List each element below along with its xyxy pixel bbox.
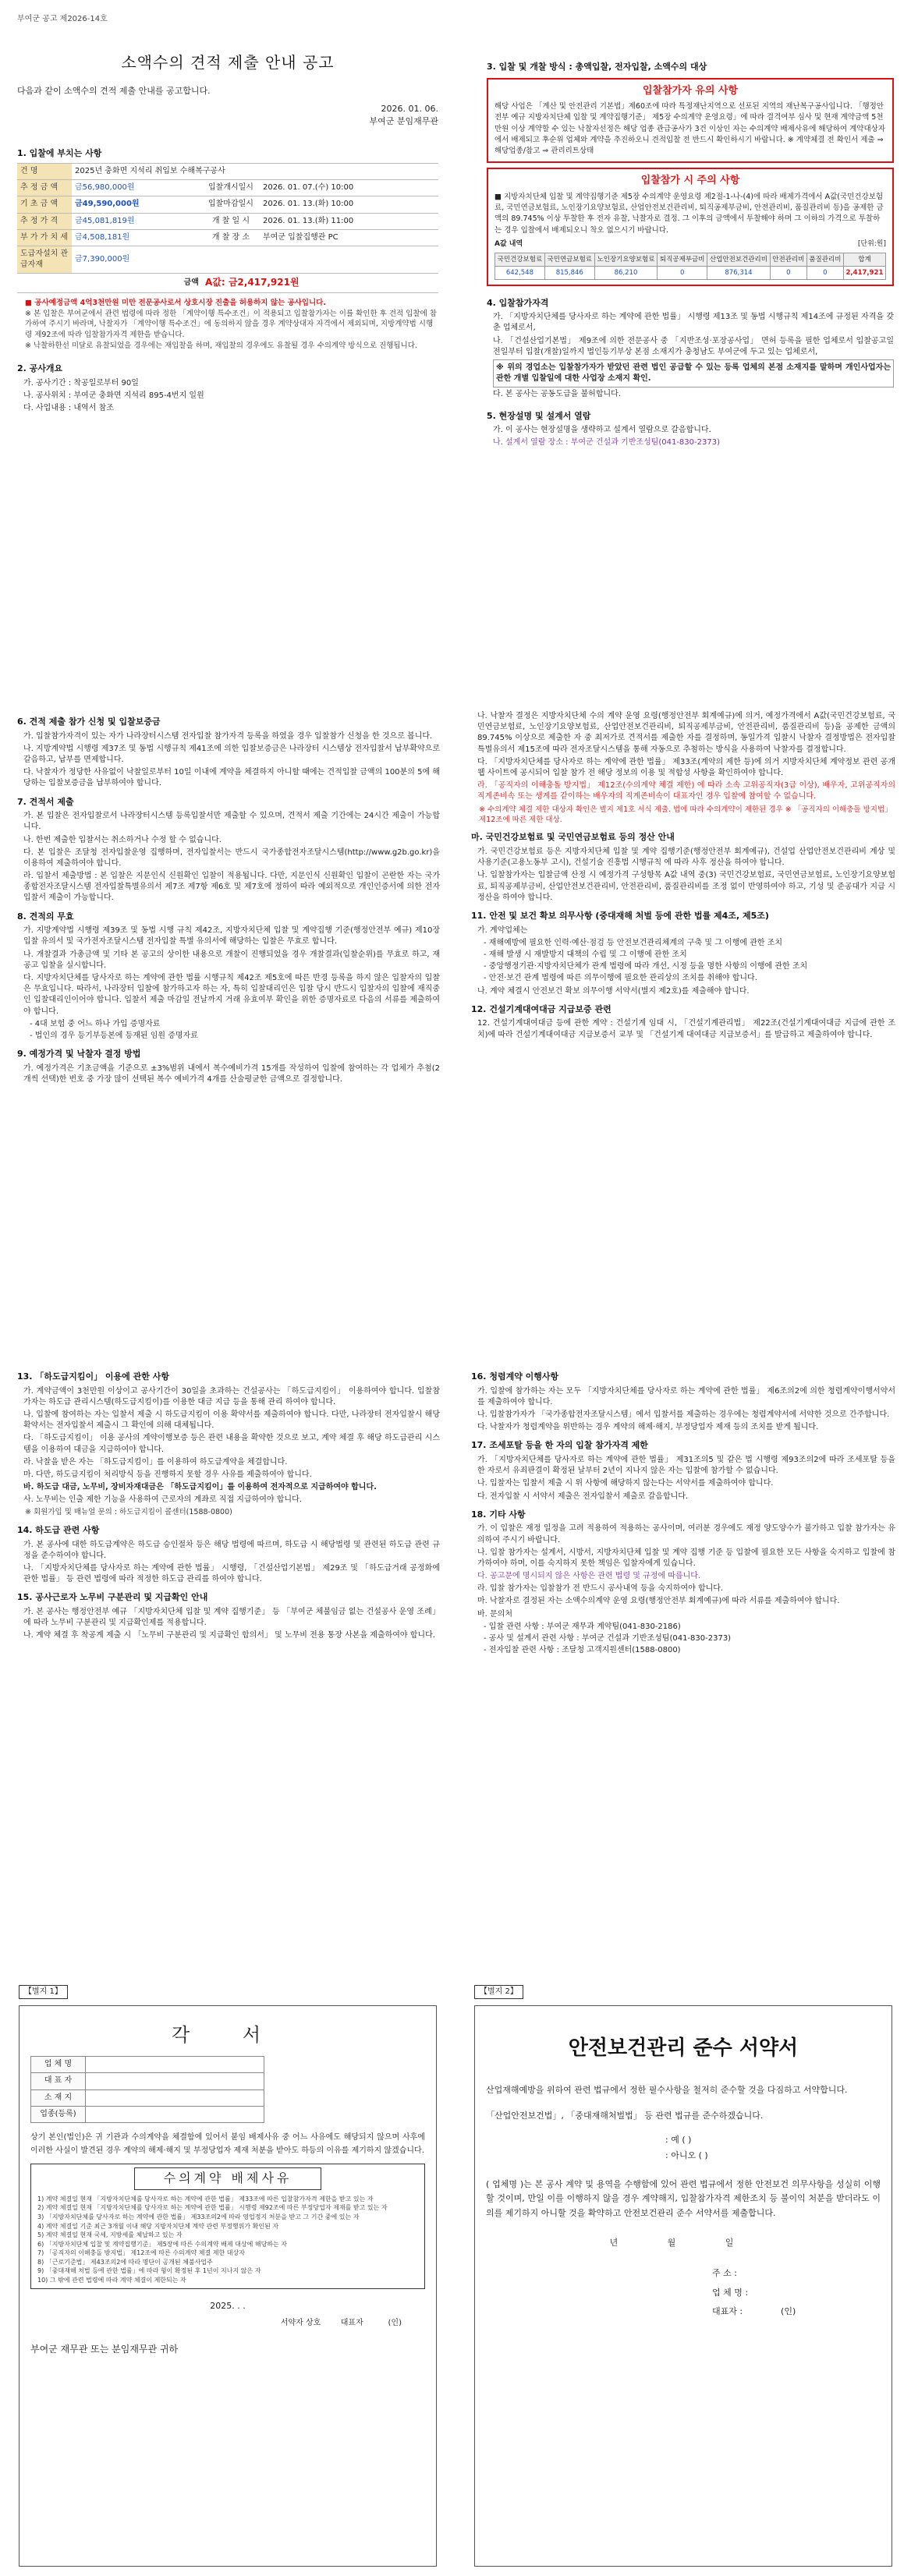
table-cell: 금49,590,000원 [72, 196, 202, 213]
table-cell: 입찰마감일시 [202, 196, 260, 213]
company-label: 업 체 명 : [712, 2287, 749, 2298]
section-title: 12. 건설기계대여대금 지급보증 관련 [471, 1003, 611, 1014]
list-item: 5) 계약 체결일 현재 국세, 지방세를 체납하고 있는 자 [37, 2231, 183, 2239]
list-item: 나. 입찰참가자가 「국가종합전자조달시스템」에서 입찰서를 제출하는 경우에는 청렴계약서에 서약한 것으로 간주합니다. [477, 1410, 890, 1419]
announcement-page-4 [456, 702, 911, 1349]
list-item: 바. 하도급 대금, 노무비, 장비자재대금은 「하도급지킴이」를 이용하여 전자적으로 지급하여야 합니다. [23, 1483, 377, 1492]
table-row [17, 196, 438, 213]
announcement-intro: 다음과 같이 소액수의 견적 제출 안내를 공고합니다. [17, 85, 211, 96]
table-cell: 876,314 [707, 266, 771, 279]
list-item: 라. 입찰 참가자는 입찰참가 전 반드시 공사내역 등을 숙지하여야 합니다. [477, 1584, 724, 1594]
table-header: 노인장기요양보험료 [594, 253, 658, 266]
announcement-page-3 [0, 702, 456, 1349]
pledge-body: 상기 본인(법인)은 귀 기관과 수의계약을 체결함에 있어서 붙임 배제사유 중 어느 사유에도 해당되지 않으며 사후에 이러한 사실이 발견된 경우 계약의 해제·해지 및 부정당업자 제재 처분을 받아도 하등의 이유를 제기하지 않겠습니다. [30, 2133, 425, 2156]
safety-pledge-title: 안전보건관리 준수 서약서 [568, 2036, 799, 2061]
caution-box [487, 168, 894, 285]
list-item: 가. 입찰에 참가하는 자는 모두 「지방자치단체를 당사자로 하는 계약에 관한 법률」 제6조의2에 의한 청렴계약이행서약서를 제출하여야 합니다. [477, 1386, 895, 1407]
list-item: - 4대 보험 중 어느 하나 가입 증명자료 [30, 1019, 161, 1028]
list-item: 나. 「지방자치단체를 당사자로 하는 계약에 관한 법률」 시행령, 「건설산업기본법」 제29조 및 「하도급거래 공정화에 관한 법률」 등 관련 법령에 따라 적정한 하도급 관리를 하여야 합니다. [23, 1563, 440, 1584]
table-cell [17, 274, 72, 292]
note-line: ※ 본 입찰은 부여군에서 관련 법령에 따라 정한 「계약이행 특수조건」이 적용되고 입찰참가자는 이를 확인한 후 견적 입찰에 참가하여 주시기 바라며, 낙찰자가 「계약이행 특수조건」에 동의하지 않을 경우 계약상대자 자격에서 제외되며, 지방계약법 시행령 제92조에 따라 입찰참가자격 제한을 받습니다. [25, 310, 437, 339]
announcement-issuer: 부여군 분임재무관 [369, 115, 438, 126]
section-title: 8. 견적의 무효 [17, 911, 74, 922]
table-cell: 개 찰 장 소 [202, 229, 260, 246]
list-item: 가. 지방계약법 시행령 제39조 및 동법 시행 규칙 제42조, 지방자치단체 입찰 및 계약집행 기준(행정안전부 예규) 제10장 입찰 유의서 및 국가전자조달시스템 전자입찰 특별 유의서에 해당하는 입찰은 무효로 합니다. [23, 926, 440, 947]
table-row [17, 180, 438, 196]
list-item: 가. 국민건강보험료 등은 지방자치단체 입찰 및 계약 집행기준(행정안전부 회계예규), 건설업 산업안전보건관리비 계상 및 사용기준(고용노동부 고시), 건설기술 진흥법 시행규칙 에 따라 사후 정산을 하여야 합니다. [477, 847, 895, 868]
section-title: 18. 기타 사항 [471, 1509, 526, 1520]
table-cell: 금45,081,819원 [72, 213, 202, 229]
address-label: 주 소 : [712, 2268, 737, 2279]
table-row [17, 246, 438, 273]
list-item: 라. 「공직자의 이해충돌 방지법」 제12조(수의계약 체결 제한) 에 따라 소속 고위공직자(3급 이상), 배우자, 고위공직자의 직계존비속 또는 생계를 같이하는 배우자의 직계존비속이 대표자인 경우 입찰에 참여할 수 없습니다. [477, 781, 895, 801]
list-item: 12. 건설기계대여대금 등에 관한 계약 : 건설기계 임대 시, 「건설기계관리법」 제22조(건설기계대여대금 지급에 관한 조치)에 따라 건설기계대여대금 지급보증서 교부 및 「건설기계 대여대금 지급보증서」를 발급하고 제출하여야 합니다. [477, 1019, 895, 1039]
list-item: 가. 「지방자치단체를 당사자로 하는 계약에 관한 법률」 제31조의5 및 같은 법 시행령 제93조의2에 따라 조세포탈 등을 한 자로서 유죄판결이 확정된 날부터 2년이 지나지 않은 자는 입찰에 참가할 수 없습니다. [477, 1455, 895, 1476]
section-title: 마. 국민건강보험료 및 국민연금보험료 등의 정산 안내 [471, 832, 675, 843]
a-value-cell [202, 274, 438, 292]
list-item: 다. 본 공사는 공동도급을 불허합니다. [493, 390, 621, 399]
safety-pledge-intro: 산업재해예방을 위하여 관련 법규에서 정한 필수사항을 철저히 준수할 것을 다짐하고 서약합니다. [486, 2085, 848, 2096]
list-item: 가. 이 입찰은 재정 일정을 고려 적용하여 적용하는 공사이며, 여러분 경우에도 재정 양도양수가 불가하고 입찰 참가자는 유의하여 주시기 바랍니다. [477, 1524, 895, 1545]
table-cell [86, 2089, 264, 2106]
table-header: 산업안전보건관리비 [707, 253, 771, 266]
section-title: 5. 현장설명 및 설계서 열람 [487, 410, 591, 421]
table-header: 품질관리비 [806, 253, 843, 266]
list-item: 1) 계약 체결일 현재 「지방자치단체를 당사자로 하는 계약에 관한 법률」 제33조에 따른 입찰참가자격 제한을 받고 있는 자 [37, 2195, 374, 2203]
representative-label: 대표자 [340, 2319, 363, 2328]
note-line: ■ 공사예정금액 4억3천만원 미만 전문공사로서 상호시장 진출을 허용하지 않는 공사입니다. [25, 298, 326, 307]
section-title: 1. 입찰에 부치는 사항 [17, 148, 102, 159]
table-row [495, 253, 886, 266]
annex-tag: 【별지 2】 [474, 1985, 523, 1999]
list-item: 나. 계약 체결 후 착공계 제출 시 「노무비 구분관리 및 지급확인 합의서」 및 노무비 전용 통장 사본을 제출하여야 합니다. [23, 1631, 435, 1640]
list-item: 나. 계약 체결시 안전보건 확보 의무이행 서약서(별지 제2호)를 제출해야 합니다. [477, 986, 750, 996]
table-cell: 소 재 지 [31, 2089, 86, 2106]
table-row [31, 2057, 264, 2073]
list-item: 가. 본 공사에 대한 하도급계약은 하도급 승인절차 등은 해당 법령에 따르며, 하도급 시 해당법령 및 관련된 하도급 관련 규정을 준수하여야 합니다. [23, 1540, 440, 1560]
seal-mark: (인) [388, 2319, 402, 2328]
list-item: 사. 노무비는 인출 제한 기능을 사용하여 근로자의 계좌로 직접 지급하여야 합니다. [23, 1495, 302, 1505]
exclusion-reasons-title: 수의계약 배제사유 [134, 2167, 321, 2190]
list-item: - 전자입찰 관련 사항 : 조달청 고객지원센터(1588-0800) [484, 1646, 681, 1655]
caution-text: ■ 지방자치단체 입찰 및 계약집행기준 제5장 수의계약 운영요령 제2절-1-나-(4)에 따라 배제가격에서 A값(국민건강보험료, 국민연금보험료, 노인장기요양보험료, 산업안전보건관리비, 퇴직공제부금비, 안전관리비, 품질관리비 등)을 공제한 금액의 89.745% 이상 투찰한 후 전자 유찰, 낙찰자로 결정. 그 이후의 금액에서 투찰해야 하며 그 이하의 가격으로 투찰하는 경우 입찰에서 배제되오니 착오 없으시기 바랍니다. [494, 192, 884, 235]
table-cell: 0 [658, 266, 707, 279]
section-title: 7. 견적서 제출 [17, 796, 74, 807]
table-cell: 2026. 01. 07.(수) 10:00 [260, 180, 438, 196]
table-row [17, 229, 438, 246]
table-cell: 추 정 금 액 [17, 180, 72, 196]
table-cell: 업 체 명 [31, 2057, 86, 2073]
table-cell: 도급자설치 관급자재 [17, 246, 72, 273]
list-item: 2) 계약 체결일 현재 「지방자치단체를 당사자로 하는 계약에 관한 법률」 시행령 제92조에 따른 부정당업자 제재를 받고 있는 자 [37, 2204, 388, 2212]
section-title: 9. 예정가격 및 낙찰자 결정 방법 [17, 1049, 141, 1060]
table-cell: 부 가 가 치 세 [17, 229, 72, 246]
list-item: 나. 한번 제출한 입찰서는 취소하거나 수정 할 수 없습니다. [23, 835, 222, 844]
list-item: 다. 「하도급지킴이」 이용 공사의 계약이행보증 등은 관련 내용을 확약한 것으로 보고, 계약 체결 후 해당 하도급관리 시스템을 이용하여 대금을 지급하여야 합니다. [23, 1434, 440, 1454]
cost-table-label: A값 내역 [494, 239, 523, 248]
section-title: 14. 하도급 관련 사항 [17, 1524, 100, 1535]
seal-mark: (인) [781, 2305, 796, 2316]
table-row [31, 2073, 264, 2089]
table-cell: 건 명 [17, 164, 72, 180]
section-title: 2. 공사개요 [17, 363, 63, 373]
pledge-frame [19, 2005, 437, 2567]
list-item: 가. 계약업체는 [477, 925, 528, 935]
list-item: 9) 「중대재해 처벌 등에 관한 법률」에 따라 형이 확정된 후 1년이 지나지 않은 자 [37, 2267, 261, 2275]
annex-1-page [0, 1973, 456, 2576]
announcement-date: 2026. 01. 06. [381, 104, 438, 115]
pledge-date: 2025. . . [210, 2300, 246, 2311]
addressee-line: 부여군 재무관 또는 분임재무관 귀하 [30, 2344, 179, 2355]
list-item: - 법인의 경우 등기부등본에 등재된 임원 증명자료 [30, 1031, 198, 1040]
table-cell [86, 2057, 264, 2073]
list-item: 가. 본 입찰은 전자입찰로서 나라장터시스템 등록입찰서만 제출할 수 있으며, 견적서 제출 기간에는 24시간 제출이 가능합니다. [23, 812, 440, 832]
list-item: - 재해 발생 시 재발방지 대책의 수립 및 그 이행에 관한 조치 [484, 950, 687, 959]
table-cell: 금7,390,000원 [72, 246, 438, 273]
list-item: 다. 공고문에 명시되지 않은 사항은 관련 법령 및 규정에 따릅니다. [477, 1572, 701, 1581]
announcement-page-1 [0, 0, 456, 694]
list-item: 나. 입찰 참가자는 설계서, 시방서, 지방자치단체 입찰 및 계약 집행 기준 등 입찰에 필요한 모든 사항을 숙지하고 입찰에 참가하여야 하며, 이를 숙지하지 못한 책임은 입찰자에게 있습니다. [477, 1548, 895, 1568]
annex-2-page [456, 1973, 911, 2576]
section-title: 4. 입찰참가자격 [487, 297, 549, 308]
table-header: 안전관리비 [770, 253, 806, 266]
a-value: A값: 금2,417,921원 [204, 277, 300, 288]
cost-table-unit: [단위:원] [857, 239, 886, 248]
list-item: 라. 입찰서 제출방법 : 본 입찰은 지문인식 신원확인 입찰이 적용됩니다. 다만, 지문인식 신원확인 입찰이 곤란한 자는 국가종합전자조달시스템 전자입찰특별유의서 제7조 제7항 제6호 및 제7호에 정하여 따라 예외적으로 개인인증서에 의한 전자 입찰서 제출이 가능합니다. [23, 872, 440, 903]
table-cell: 86,210 [594, 266, 658, 279]
announcement-page-6 [456, 1357, 911, 1957]
note-line: ※ 회원가입 및 매뉴얼 문의 : 하도급지킴이 콜센터(1588-0800) [25, 1508, 232, 1517]
table-cell: 2026. 01. 13.(화) 10:00 [260, 196, 438, 213]
safety-pledge-statement: 「산업안전보건법」, 「중대재해처벌법」 등 관련 법규를 준수하겠습니다. [486, 2110, 764, 2121]
table-cell: 금4,508,181원 [72, 229, 202, 246]
table-cell: 642,548 [495, 266, 545, 279]
table-header: 국민건강보험료 [495, 253, 545, 266]
list-item: 10) 그 밖에 관련 법령에 따라 계약 체결이 제한되는 자 [37, 2277, 186, 2284]
table-cell: 0 [770, 266, 806, 279]
signer-label: 서약자 상호 [280, 2319, 321, 2328]
pledge-title: 각 서 [172, 2024, 284, 2047]
table-cell: 대 표 자 [31, 2073, 86, 2089]
list-item: 다. 본 입찰은 조달청 전자입찰운영 집행하며, 전자입찰서는 반드시 국가종합전자조달시스템(http://www.g2b.go.kr)을 이용하여 제출하여야 합니다. [23, 847, 440, 868]
table-cell: 0 [806, 266, 843, 279]
list-item: 6) 「지방자치단체 입찰 및 계약집행기준」 제5장에 따른 수의계약 배제 대상에 해당하는 자 [37, 2240, 288, 2248]
list-item: 라. 낙찰을 받은 자는 「하도급지킴이」를 이용하여 하도급계약을 체결합니다. [23, 1457, 288, 1467]
table-cell [86, 2073, 264, 2089]
list-item: 다. 「지방자치단체를 당사자로 하는 계약에 관한 법률」 제33조(계약의 제한 등)에 의거 지방자치단체 계약정보 관련 공개 웹 사이트에 공시되어 입찰 참가 전 해당 정보의 이용 및 적합성 사항을 확인하여야 합니다. [477, 757, 895, 777]
safety-pledge-date: 년 월 일 [609, 2237, 757, 2248]
table-row [17, 213, 438, 229]
list-item: 나. 개찰결과 가총금액 및 기타 본 공고의 상이한 내용으로 개찰이 진행되었을 경우 개찰결과(입찰순위)를 무효로 하고, 재공고 입찰을 실시합니다. [23, 950, 440, 970]
announcement-title: 소액수의 견적 제출 안내 공고 [121, 53, 335, 73]
list-item: 나. 입찰에 참여하는 자는 입찰서 제출 시 하도급지킴이 이용 확약서를 제출하여야 합니다. 다만, 나라장터 전자입찰시 해당 확약서는 전자입찰서 제출시 그 확인에 의해 대체됩니다. [23, 1410, 440, 1431]
party-info-table [30, 2056, 264, 2123]
list-item: 가. 이 공사는 현장설명을 생략하고 설계서 열람으로 갈음합니다. [493, 426, 711, 435]
list-item: 나. 공사위치 : 부여군 충화면 지석리 895-4번지 일원 [23, 391, 204, 400]
table-cell: 2025년 충화면 지석리 취입보 수해복구공사 [72, 164, 438, 180]
table-cell: 2,417,921 [843, 266, 885, 279]
list-item: 가. 본 공사는 행정안전부 예규 「지방자치단체 입찰 및 계약 집행기준」 등 「부여군 체불임금 없는 건설공사 운영 조례」에 따라 노무비 구분관리 및 지급확인제를 적용합니다. [23, 1607, 440, 1628]
table-header: 합계 [843, 253, 885, 266]
note-line: ※ 수의계약 체결 제한 대상자 확인은 별지 제1호 서식 제출. 법에 따라 수의계약이 제한된 경우 ※ 「공직자의 이해충돌 방지법」 제12조에 따른 제한 대상. [479, 805, 892, 824]
list-item: 가. 예정가격은 기초금액을 기준으로 ±3%범위 내에서 복수예비가격 15개를 작성하여 입찰에 참여하는 각 업체가 추첨(2개씩 선택)한 번호 중 가장 많이 선택된 복수 예비가격 4개를 산술평균한 금액으로 결정합니다. [23, 1063, 440, 1084]
exclusion-reasons-box [30, 2164, 425, 2289]
list-item: 8) 「근로기준법」 제43조의2에 따라 명단이 공개된 체불사업주 [37, 2258, 213, 2266]
warning-text: 해당 사업은 「계산 및 안전관리 기본법」제60조에 따라 특정재난지역으로 선포된 지역의 재난복구공사입니다. 「행정안전부 예규 지방자치단체 입찰 및 계약집행기준」 제5장 수의계약 운영요령」에 따라 결격여부 심사 및 현재 계약금액 5천만원 이상 계약할 수 있는 낙찰자선정은 해당 업종 관급공사가 3건 이상인 자는 수의계약 배제사유에 해당하여 계약대상자에서 배제되고 후순위 업체와 계약을 추진하오니 견적입찰 전 반드시 확인하시기 바랍니다. ※ 계약체결 전 확인서 제출 ⇒ 해당업종/참고 ⇒ 관리리트상태 [494, 102, 886, 156]
signer-line [30, 2318, 402, 2329]
list-item: 다. 낙찰자가 청렴계약을 위반하는 경우 계약의 해제·해지, 부정당업자 제재 등의 조치를 받게 됩니다. [477, 1423, 819, 1432]
list-item: 나. 입찰자는 입찰서 제출 시 위 사항에 해당하지 않는다는 서약서를 제출하여야 합니다. [477, 1479, 774, 1488]
list-item: 다. 낙찰자가 정당한 사유없이 낙찰일로부터 10일 이내에 계약을 체결하지 아니할 때에는 견적입찰 금액의 100분의 5에 해당하는 입찰보증금을 납부하여야 합니다. [23, 768, 440, 788]
list-item: ※ 위의 경업소는 입찰참가자가 받았던 관련 법인 공급할 수 있는 등록 업체의 본점 소재지를 말하며 개인사업자는 관한 개별 입찰일에 대한 사업장 소재지 확인. [493, 359, 894, 387]
list-item: 나. 설계서 열람 장소 : 부여군 건설과 기반조성팀(041-830-2373) [493, 438, 720, 448]
list-item: 4) 계약 체결일 기준 최근 3개월 이내 해당 지방자치단체 계약 관련 부정행위가 확인된 자 [37, 2222, 279, 2230]
bid-info-table [17, 163, 438, 293]
list-item: 가. 입찰참가자격이 있는 자가 나라장터시스템 전자입찰 참가자격 등록을 하였을 경우 입찰참가 신청을 한 것으로 봅니다. [23, 731, 433, 741]
list-item: 7) 「공직자의 이해충돌 방지법」 제12조에 따른 수의계약 체결 제한 대상자 [37, 2249, 245, 2257]
table-cell: 입찰개시일시 [202, 180, 260, 196]
note-line: ※ 낙찰하한선 미달로 유찰되었을 경우에는 재입찰을 하며, 재입찰의 경우에도 유찰될 경우 수의계약 방식으로 진행됩니다. [25, 341, 417, 351]
signature-block [712, 2264, 881, 2321]
table-row [495, 266, 886, 279]
warning-title: 입찰참가자 유의 사항 [642, 84, 739, 97]
table-row [31, 2106, 264, 2122]
list-item: 나. 입찰참가자는 입찰금액 산정 시 예정가격 구성항목 A값 내역 중(3) 국민건강보험료, 국민연금보험료, 노인장기요양보험료, 퇴직공제부금비, 산업안전보건관리비, 안전관리비, 품질관리비를 조정 없이 반영하여야 하고, 기성 및 준공대가 지급 시 정산을 하여야 합니다. [477, 871, 895, 902]
a-value-breakdown-table [494, 253, 886, 280]
list-item: 마. 다만, 하도급지킴이 처리방식 등을 진행하지 못할 경우 사유를 제출하여야 합니다. [23, 1470, 312, 1479]
table-cell: 기 초 금 액 [17, 196, 72, 213]
list-item: - 재해예방에 필요한 인력·예산·점검 등 안전보건관리체계의 구축 및 그 이행에 관한 조치 [484, 938, 783, 947]
list-item: 다. 사업내용 : 내역서 참조 [23, 403, 114, 412]
list-item: 3) 「지방자치단체를 당사자로 하는 계약에 관한 법률」 제33조의2에 따라 영업정지 처분을 받고 그 기간 중에 있는 자 [37, 2213, 360, 2220]
safety-pledge-frame [474, 2005, 892, 2567]
list-item: 다. 전자입찰 시 서약서 제출은 전자입찰서 제출로 갈음합니다. [477, 1491, 689, 1501]
list-item: - 중앙행정기관·지방자치단체가 관계 법령에 따라 개선, 시정 등을 명한 사항의 이행에 관한 조치 [484, 962, 808, 971]
table-row [31, 2089, 264, 2106]
announcement-page-2 [456, 0, 911, 694]
list-item: 가. 공사기간 : 착공일로부터 90일 [23, 378, 139, 387]
table-cell: 금액 [72, 274, 202, 292]
annex-tag: 【별지 1】 [19, 1985, 68, 1999]
table-cell: 금56,980,000원 [72, 180, 202, 196]
caution-title: 입찰참가 시 주의 사항 [640, 175, 740, 187]
table-cell: 815,846 [544, 266, 594, 279]
list-item: 바. 문의처 [477, 1609, 512, 1619]
section-title: 11. 안전 및 보건 확보 의무사항 (중대재해 처벌 등에 관한 법률 제4조, 제5조) [471, 911, 769, 922]
table-cell: 부여군 입찰집행관 PC [260, 229, 438, 246]
list-item: 가. 계약금액이 3천만원 이상이고 공사기간이 30일을 초과하는 건설공사는 「하도급지킴이」 이용하여야 합니다. 입찰참가자는 하도급 관리시스템(하도급지킴이)를 이용한 대금 지급 등을 통해 관리 하여야 합니다. [23, 1386, 440, 1407]
table-header: 국민연금보험료 [544, 253, 594, 266]
representative-label: 대표자 : [712, 2305, 743, 2316]
list-item: - 공사 및 설계서 관련 사항 : 부여군 건설과 기반조성팀(041-830-2373) [484, 1634, 732, 1644]
table-cell [86, 2106, 264, 2122]
table-cell: 2026. 01. 13.(화) 11:00 [260, 213, 438, 229]
section-title: 13. 「하도급지킴이」 이용에 관한 사항 [17, 1371, 169, 1382]
table-cell: 업종(등록) [31, 2106, 86, 2122]
table-header: 퇴직공제부금비 [658, 253, 707, 266]
warning-box [487, 78, 894, 164]
cost-table-header [494, 239, 886, 249]
list-item: 가. 「지방자치단체를 당사자로 하는 계약에 관한 법률」 시행령 제13조 및 동법 시행규칙 제14조에 규정된 자격을 갖춘 업체로서, [493, 313, 894, 333]
list-item: 나. 지방계약법 시행령 제37조 및 동법 시행규칙 제41조에 의한 입찰보증금은 나라장터 시스템상 전자입찰서 납부확약으로 갈음하고, 납부를 면제합니다. [23, 744, 440, 764]
document-number: 부여군 공고 제2026-14호 [17, 15, 108, 23]
section-title: 6. 견적 제출 참가 신청 및 입찰보증금 [17, 717, 161, 727]
list-item: 마. 낙찰자로 결정된 자는 소액수의계약 운영 요령(행정안전부 회계예규)에 따라 서류를 제출하여야 합니다. [477, 1597, 840, 1606]
list-item: 다. 지방자치단체를 당사자로 하는 계약에 관한 법률 시행규칙 제42조 제5호에 따른 반경 등록을 하지 않은 입찰자의 입찰은 무효입니다. 따라서, 나라장터 입찰에 참가하고자 하는 자, 특히 입찰대리인은 입찰 당시 반드시 입찰자의 입찰에 재직중인 입찰대리인이어야 합니다. 입찰서 제출 마감일 전날까지 거래 유효여부 확인을 위한 증명자료로 다음의 서류를 제출하여야 합니다. [23, 974, 440, 1016]
table-row [17, 274, 438, 292]
announcement-page-5 [0, 1357, 456, 1957]
list-item: 나. 낙찰자 결정은 지방자치단체 수의 계약 운영 요령(행정안전부 회계예규)에 의거, 예정가격에서 A값(국민건강보험료, 국민연금보험료, 노인장기요양보험료, 산업안전보건관리비, 퇴직공제부금비, 안전관리비, 품질관리비 등)을 공제한 금액의 89.745% 이상으로 제출한 자 중 최저가로 견적서를 제출한 자를 결정하며, 동일가격 입찰시 낙찰자 결정방법은 전자입찰 특별유의서 제15조에 따라 전자조달시스템을 통해 자동으로 추첨하는 방식을 사용하여 낙찰자를 결정합니다. [477, 712, 895, 754]
section-title: 16. 청렴계약 이행사항 [471, 1371, 559, 1382]
check-no: : 아니오 ( ) [665, 2150, 708, 2161]
list-item: - 입찰 관련 사항 : 부여군 재무과 계약팀(041-830-2186) [484, 1622, 681, 1631]
representative-line [712, 2302, 881, 2321]
table-row [17, 164, 438, 180]
section-title: 17. 조세포탈 등을 한 자의 입찰 참가자격 제한 [471, 1440, 648, 1451]
table-cell: 개 찰 일 시 [202, 213, 260, 229]
section-title: 15. 공사근로자 노무비 구분관리 및 지급확인 안내 [17, 1592, 208, 1603]
list-item: - 안전·보건 관계 법령에 따른 의무이행에 필요한 관리상의 조치를 취해야 합니다. [484, 974, 757, 983]
table-cell: 추 정 가 격 [17, 213, 72, 229]
list-item: 나. 「건설산업기본법」 제9조에 의한 전문공사 중 「지반조성·포장공사업」 면허 등록을 필한 업체로서 입찰공고일 전일부터 입찰(개찰)일까지 법인등기부상 본점 소재지가 충청남도 부여군에 두고 있는 업체로서, [493, 336, 894, 356]
check-yes: : 예 ( ) [665, 2135, 692, 2146]
section-title: 3. 입찰 및 개찰 방식 : 총액입찰, 전자입찰, 소액수의 대상 [487, 62, 707, 72]
safety-pledge-body: ( 업체명 )는 본 공사 계약 및 용역을 수행함에 있어 관련 법규에서 정한 안전보건 의무사항을 성실히 이행할 것이며, 만일 이를 이행하지 않을 경우 계약해지, 입찰참가자격 제한조치 등 불이익 처분을 받더라도 이의를 제기하지 아니할 것을 확약하고 안전보건관리 준수 서약서를 제출합니다. [486, 2178, 881, 2219]
